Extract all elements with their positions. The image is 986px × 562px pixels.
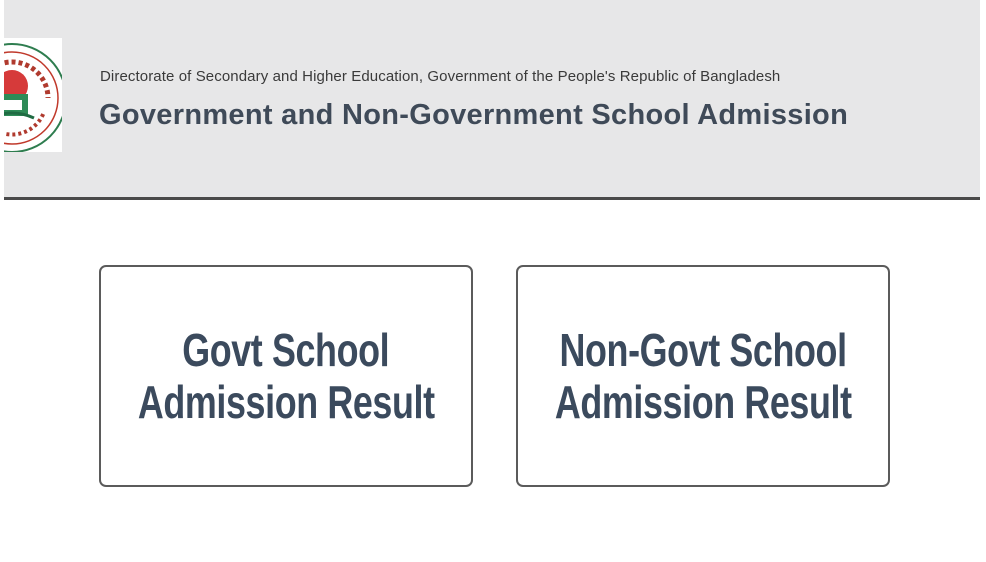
card-line-1: Govt School <box>182 324 390 376</box>
govt-school-admission-result-button[interactable] <box>99 265 473 487</box>
card-line-1: Non-Govt School <box>559 324 847 376</box>
dshe-logo[interactable] <box>4 38 62 152</box>
card-line-2: Admission Result <box>137 376 435 428</box>
card-line-2: Admission Result <box>554 376 852 428</box>
non-govt-school-admission-result-button[interactable] <box>516 265 890 487</box>
page-frame <box>4 0 980 562</box>
page-title: Government and Non-Government School Admission <box>99 99 849 131</box>
site-header <box>4 0 980 200</box>
directorate-subtitle: Directorate of Secondary and Higher Education, Government of the People's Republic of Bangladesh <box>100 68 781 85</box>
dshe-seal-icon <box>4 42 62 152</box>
